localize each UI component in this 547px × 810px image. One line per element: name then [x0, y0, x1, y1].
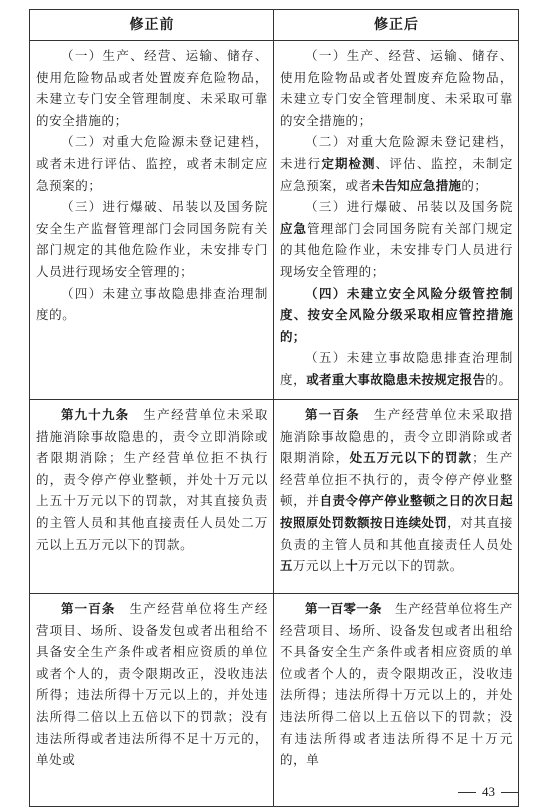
- amended-text: 自责令停产停业整顿之日的次日起按照原处罚数额按日连续处罚: [280, 493, 513, 530]
- clause-paragraph: [280, 598, 513, 771]
- amended-text: 或者重大事故隐患未按规定报告: [306, 371, 486, 387]
- clause-paragraph: [36, 45, 268, 131]
- amended-text: 五: [280, 558, 293, 574]
- amended-text: （四）未建立安全风险分级管控制度、按安全风险分级采取相应管控措施的；: [280, 285, 513, 344]
- clause-text: 生产经营单位将生产经营项目、场所、设备发包或者出租给不具备安全生产条件或者相应资质的单位或者个人的，责令限期改正，没收违法所得；违法所得十万元以上的，并处违法所得二倍以上五倍以下的罚款；没有违法所得或者违法所得不足十万元的，单处或: [36, 601, 268, 768]
- cell-after: [274, 400, 518, 593]
- clause-paragraph: [36, 283, 268, 326]
- clause-text: 管理部门会同国务院有关部门规定的其他危险作业，未安排专门人员进行现场安全管理的；: [280, 220, 513, 279]
- amended-text: 应急: [280, 220, 307, 236]
- clause-text: （二）对重大危险源未登记建档，或者未进行评估、监控，或者未制定应急预案的；: [36, 134, 268, 193]
- clause-text: 万元以上: [292, 558, 346, 574]
- table-row: [30, 594, 518, 806]
- amended-text: 第一百条: [61, 601, 116, 616]
- clause-text: 万元以下的罚款。: [358, 558, 463, 574]
- clause-paragraph: [280, 283, 513, 348]
- amended-text: 处五万元以下的罚款: [349, 450, 473, 466]
- clause-text: 的。: [485, 371, 512, 387]
- page-footer: [458, 784, 519, 800]
- cell-before: [30, 594, 274, 806]
- footer-dash-right: [501, 792, 519, 793]
- clause-paragraph: [280, 196, 513, 282]
- header-before: 修正前: [30, 10, 274, 40]
- cell-after: [274, 41, 518, 399]
- amended-text: 定期检测: [321, 155, 376, 171]
- clause-paragraph: [280, 45, 513, 131]
- clause-text: 、评估、监控，未制定应急预案，或者: [280, 155, 513, 193]
- amended-text: 第一百条: [305, 407, 360, 422]
- amended-text: 十: [345, 558, 359, 574]
- clause-text: 生产经营单位未采取措施消除事故隐患的，责令立即消除或者限期消除，: [280, 407, 513, 466]
- clause-text: ；生产经营单位拒不执行的，责令停产停业整顿，并: [280, 450, 513, 509]
- amended-text: 未告知应急措施: [371, 177, 462, 193]
- clause-text: 生产经营单位未采取措施消除事故隐患的，责令立即消除或者限期消除；生产经营单位拒不执行的，责令停产停业整顿，并处十万元以上五十万元以下的罚款，对其直接负责的主管人员和其他直接责任人员处二万元以上五万元以下的罚款。: [36, 407, 268, 552]
- table-row: [30, 400, 518, 594]
- clause-paragraph: [36, 131, 268, 196]
- clause-text: 的；: [461, 177, 488, 193]
- clause-text: （二）对重大危险源未登记建档，未进行: [280, 134, 513, 171]
- cell-after: [274, 594, 518, 806]
- clause-paragraph: [280, 131, 513, 196]
- clause-text: ，对其直接负责的主管人员和其他直接责任人员处: [280, 514, 513, 552]
- clause-text: （一）生产、经营、运输、储存、使用危险物品或者处置废弃危险物品，未建立专门安全管理制度、未采取可靠的安全措施的；: [280, 48, 513, 128]
- table-row: [30, 41, 518, 400]
- clause-paragraph: [36, 196, 268, 282]
- table-header-row: [30, 10, 518, 41]
- amended-text: 第九十九条: [61, 407, 130, 422]
- clause-text: （四）未建立事故隐患排查治理制度的。: [36, 285, 268, 323]
- clause-text: （一）生产、经营、运输、储存、使用危险物品或者处置废弃危险物品，未建立专门安全管理制度、未采取可靠的安全措施的；: [36, 48, 268, 128]
- clause-text: （三）进行爆破、吊装以及国务院: [305, 199, 513, 215]
- page-number: 43: [482, 784, 495, 799]
- clause-paragraph: [280, 404, 513, 577]
- clause-paragraph: [36, 598, 268, 771]
- amended-text: 第一百零一条: [305, 601, 382, 616]
- cell-before: [30, 41, 274, 399]
- clause-paragraph: [280, 347, 513, 390]
- clause-text: 生产经营单位将生产经营项目、场所、设备发包或者出租给不具备安全生产条件或者相应资质的单位或者个人的，责令限期改正，没收违法所得；违法所得十万元以上的，并处违法所得二倍以上五倍以下的罚款；没有违法所得或者违法所得不足十万元的，单: [280, 601, 513, 768]
- clause-paragraph: [36, 404, 268, 555]
- comparison-table: [29, 9, 519, 807]
- header-after: 修正后: [374, 17, 419, 33]
- clause-text: （三）进行爆破、吊装以及国务院安全生产监督管理部门会同国务院有关部门规定的其他危险作业，未安排专门人员进行现场安全管理的；: [36, 199, 268, 279]
- cell-before: [30, 400, 274, 593]
- footer-dash-left: [458, 792, 476, 793]
- clause-text: （五）未建立事故隐患排查治理制度，: [280, 350, 513, 387]
